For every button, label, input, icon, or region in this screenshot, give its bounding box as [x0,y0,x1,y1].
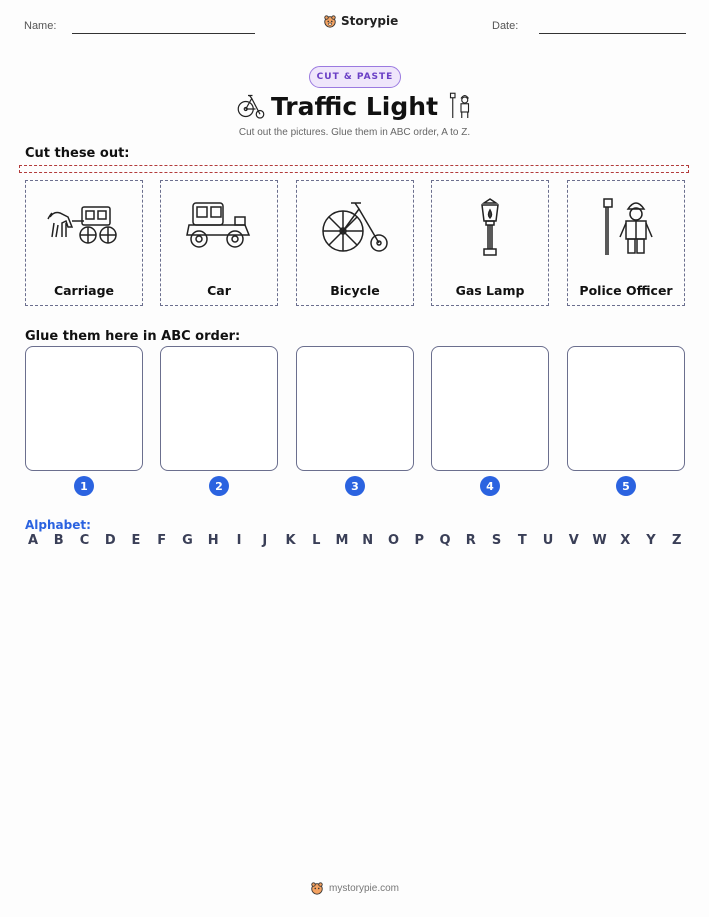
alphabet-letter: W [592,533,607,548]
name-label: Name: [24,20,57,32]
alphabet-letter: Y [646,533,656,548]
alphabet-letter: U [542,533,554,548]
cut-card-bicycle[interactable] [296,180,414,306]
alphabet-letter: Q [439,533,451,548]
alphabet-letter: D [104,533,116,548]
date-line[interactable] [539,33,686,34]
instructions: Cut out the pictures. Glue them in ABC order, A to Z. [238,127,471,138]
bicycle-icon [315,192,395,262]
slot-number-badge: 3 [345,476,365,496]
footer-url[interactable]: mystorypie.com [328,882,399,894]
alphabet-letter: G [182,533,193,548]
alphabet-letter: X [620,533,631,548]
brand-name: Storypie [341,14,399,28]
alphabet-letter: T [517,533,527,548]
card-label: Gas Lamp [455,283,525,298]
slot-number-badge: 2 [209,476,229,496]
glue-slot-4[interactable] [431,346,549,471]
card-label: Bicycle [330,283,380,298]
glue-slot-5[interactable] [567,346,685,471]
alphabet-letter: C [79,533,90,548]
alphabet-letter: O [387,533,400,548]
slot-number-badge: 5 [616,476,636,496]
alphabet-letter: H [207,533,219,548]
alphabet-letter: L [312,533,321,548]
alphabet-letter: M [335,533,349,548]
alphabet-letter: P [414,533,425,548]
card-label: Car [207,283,231,298]
slot-number-badge: 4 [480,476,500,496]
date-label: Date: [492,20,519,32]
cut-card-gas-lamp[interactable] [431,180,549,306]
alphabet-letter: N [362,533,374,548]
alphabet-letter: J [262,533,268,548]
alphabet-letter: F [157,533,167,548]
alphabet-letter: B [53,533,64,548]
alphabet-letter: Z [672,533,682,548]
glue-slot-3[interactable] [296,346,414,471]
cut-section-heading: Cut these out: [25,146,130,161]
police-officer-title-icon [446,91,476,121]
carriage-icon [44,192,124,262]
alphabet-letter: R [465,533,476,548]
alphabet-letter: A [27,533,39,548]
alphabet-letter: K [285,533,296,548]
glue-slot-2[interactable] [160,346,278,471]
card-label: Carriage [53,283,115,298]
footer [0,881,709,895]
page-title: Traffic Light [270,92,439,121]
police-officer-icon [586,192,666,262]
alphabet-letter: S [491,533,502,548]
cut-card-police-officer[interactable] [567,180,685,306]
alphabet-letter: E [131,533,141,548]
car-icon [179,192,259,262]
glue-section-heading: Glue them here in ABC order: [25,329,241,344]
gas-lamp-icon [450,192,530,262]
cut-card-carriage[interactable] [25,180,143,306]
brand-logo [323,14,398,28]
cut-card-car[interactable] [160,180,278,306]
alphabet-row [25,533,685,548]
alphabet-heading: Alphabet: [25,518,91,532]
alphabet-letter: V [568,533,579,548]
alphabet-letter: I [236,533,242,548]
slot-number-badge: 1 [74,476,94,496]
storypie-logo-icon [310,881,324,895]
cut-paste-badge: CUT & PASTE [309,66,401,88]
glue-slot-1[interactable] [25,346,143,471]
card-label: Police Officer [579,283,673,298]
storypie-logo-icon [323,14,337,28]
name-line[interactable] [72,33,255,34]
cut-line [19,165,689,173]
